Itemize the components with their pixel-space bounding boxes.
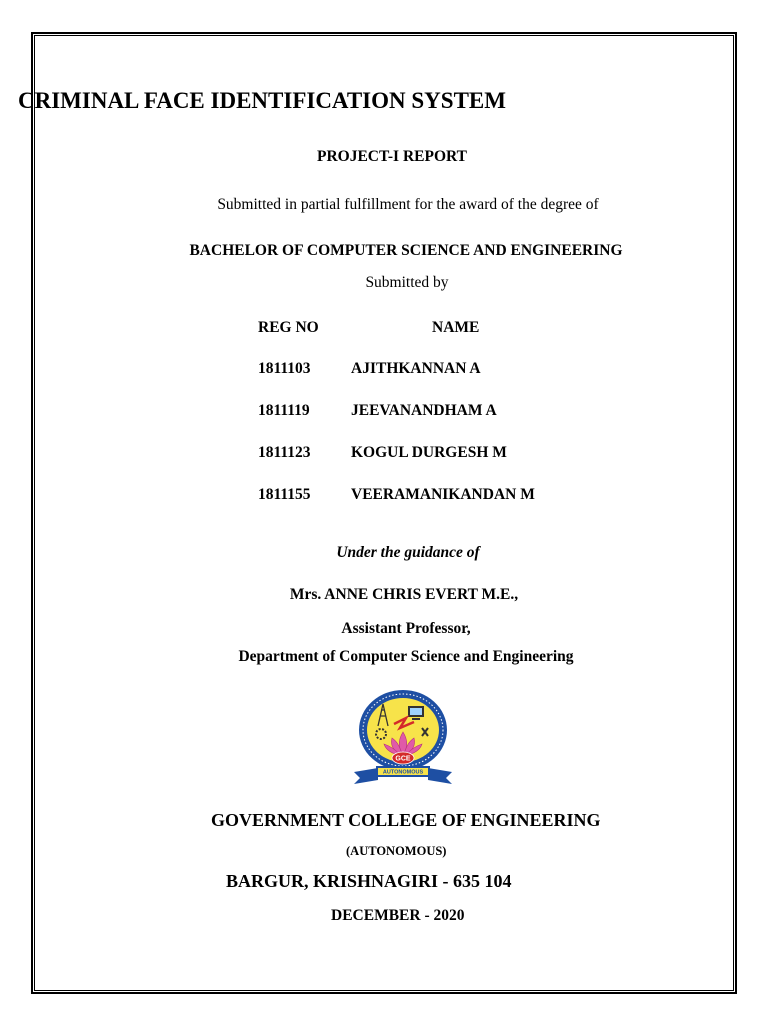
guidance-label: Under the guidance of	[336, 544, 480, 561]
name-header: NAME	[432, 319, 480, 336]
report-title: CRIMINAL FACE IDENTIFICATION SYSTEM	[18, 88, 506, 113]
reg-no-header: REG NO	[258, 319, 319, 336]
college-name: GOVERNMENT COLLEGE OF ENGINEERING	[211, 810, 601, 830]
student-name: KOGUL DURGESH M	[351, 444, 507, 461]
student-name: VEERAMANIKANDAN M	[351, 486, 535, 503]
guide-designation: Assistant Professor,	[341, 620, 471, 637]
logo-ribbon-text: AUTONOMOUS	[382, 769, 424, 776]
student-name: AJITHKANNAN A	[351, 360, 481, 377]
degree-name: BACHELOR OF COMPUTER SCIENCE AND ENGINEERING	[189, 242, 623, 259]
college-address: BARGUR, KRISHNAGIRI - 635 104	[226, 871, 512, 891]
student-name: JEEVANANDHAM A	[351, 402, 497, 419]
college-seal-logo	[348, 688, 458, 788]
student-reg-no: 1811123	[258, 444, 311, 461]
report-date: DECEMBER - 2020	[331, 907, 465, 924]
college-status: (AUTONOMOUS)	[346, 844, 447, 858]
logo-emblem-text: GCE	[395, 755, 411, 763]
submitted-by-label: Submitted by	[365, 274, 449, 291]
student-reg-no: 1811103	[258, 360, 311, 377]
student-reg-no: 1811155	[258, 486, 311, 503]
guide-department: Department of Computer Science and Engineering	[238, 648, 574, 665]
student-reg-no: 1811119	[258, 402, 310, 419]
guide-name: Mrs. ANNE CHRIS EVERT M.E.,	[289, 586, 519, 603]
submission-note: Submitted in partial fulfillment for the award of the degree of	[217, 196, 599, 213]
report-type: PROJECT-I REPORT	[316, 148, 468, 165]
